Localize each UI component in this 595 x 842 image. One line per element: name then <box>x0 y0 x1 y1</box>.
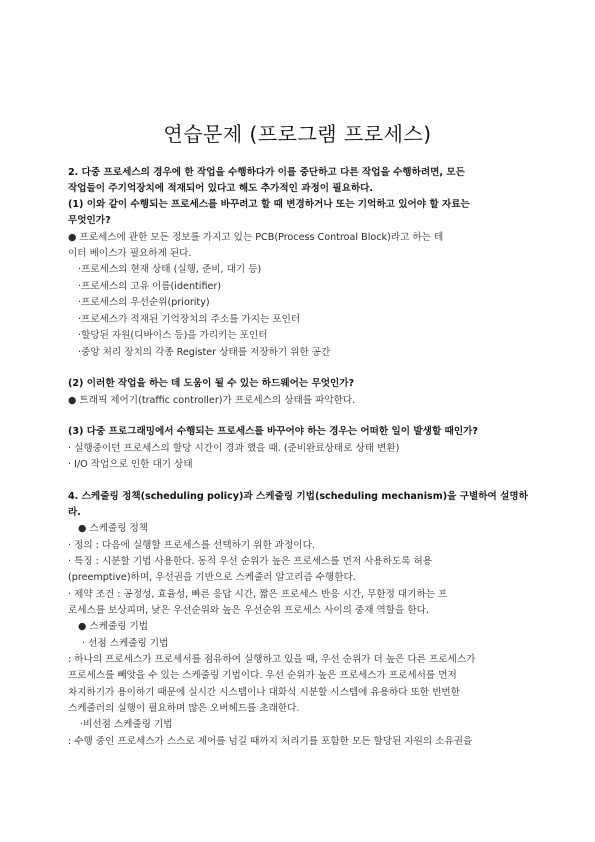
answer-1-pcb-cont: 이터 베이스가 필요하게 된다. <box>68 248 192 259</box>
question-4-text: 4. 스케줄링 정책(scheduling policy)과 스케줄링 기법(scheduling mechanism)을 구별하여 설명하 <box>68 491 528 502</box>
answer-2: ● 트래픽 제어기(traffic controller)가 프로세스의 상태를 파악한다. <box>68 395 356 406</box>
policy-definition: · 정의 : 다음에 실행할 프로세스를 선택하기 위한 과정이다. <box>68 540 315 551</box>
preemptive-desc: : 하나의 프로세스가 프로세서를 점유하여 실행하고 있을 때, 우선 순위가 더 높은 다른 프로세스가 <box>68 654 476 665</box>
page-title: 연습문제 (프로그램 프로세스) <box>163 122 432 146</box>
mechanism-heading: ● 스케줄링 기법 <box>78 621 149 632</box>
policy-features: · 특징 : 시분할 기법 사용한다. 동적 우선 순위가 높은 프로세스를 먼저 사용하도록 허용 <box>68 556 433 567</box>
subquestion-3: (3) 다중 프로그래밍에서 수행되는 프로세스를 바꾸어야 하는 경우는 어떠한 일이 발생할 때인가? <box>68 426 478 437</box>
subquestion-1-cont: 무엇인가? <box>68 215 111 226</box>
preemptive-desc-4: 스케줄러의 실행이 필요하며 많은 오버헤드를 초래한다. <box>68 703 300 714</box>
answer-1-pcb: ● 프로세스에 관한 모든 정보를 가지고 있는 PCB(Process Controal Block)라고 하는 테 <box>68 232 444 243</box>
policy-constraints: · 제약 조건 : 공정성, 효율성, 빠른 응답 시간, 짧은 프로세스 반응 시간, 무한정 대기하는 프 <box>68 589 448 600</box>
answer-3-item-2: · I/O 작업으로 인한 대기 상태 <box>68 459 193 470</box>
policy-constraints-cont: 로세스를 보상피며, 낮은 우선순위와 높은 우선순위 프로세스 사이의 중재 역할을 한다. <box>68 605 429 616</box>
preemptive-desc-3: 차지하기가 용이하기 때문에 실시간 시스템이나 대화식 시분할 시스템에 유용하다 또한 빈번한 <box>68 687 460 698</box>
pcb-item-register-space: ·중앙 처리 장치의 각종 Register 상태를 저장하기 위한 공간 <box>78 347 331 358</box>
pcb-item-priority: ·프로세스의 우선순위(priority) <box>78 297 210 308</box>
question-2-text-cont: 작업들이 주기억장치에 적재되어 있다고 해도 추가적인 과정이 필요하다. <box>68 183 374 194</box>
policy-heading: ● 스케줄링 정책 <box>78 523 149 534</box>
nonpreemptive-desc: : 수행 중인 프로세스가 스스로 제어를 넘길 때까지 처리기를 포함한 모든 할당된 자원의 소유권을 <box>68 736 473 747</box>
preemptive-desc-2: 프로세스를 빼앗을 수 있는 스케줄링 기법이다. 우선 순위가 높은 프로세스가 프로세서를 먼저 <box>68 670 457 681</box>
preemptive-heading: · 선점 스케줄링 기법 <box>82 638 169 649</box>
answer-3-item-1: · 실행중이던 프로세스의 할당 시간이 경과 했을 때. (준비완료상태로 상태 변환) <box>68 443 400 454</box>
pcb-item-identifier: ·프로세스의 고유 이름(identifier) <box>78 281 222 292</box>
pcb-item-resource-pointer: ·할당된 자원(디바이스 등)을 가리키는 포인터 <box>78 330 268 341</box>
pcb-item-memory-pointer: ·프로세스가 적재된 기억장치의 주소를 가지는 포인터 <box>78 314 301 325</box>
pcb-item-state: ·프로세스의 현재 상태 (실행, 준비, 대기 등) <box>78 264 262 275</box>
question-4-text-cont: 라. <box>68 507 81 518</box>
nonpreemptive-heading: ·비선점 스케줄링 기법 <box>80 719 173 730</box>
policy-features-cont: (preemptive)하며, 우선권을 기반으로 스케줄러 알고리즘 수행한다. <box>68 572 356 583</box>
subquestion-1: (1) 이와 같이 수행되는 프로세스를 바꾸려고 할 때 변경하거나 또는 기억하고 있어야 할 자료는 <box>68 199 470 210</box>
subquestion-2: (2) 이러한 작업을 하는 데 도움이 될 수 있는 하드웨어는 무엇인가? <box>68 378 355 389</box>
question-2-text: 2. 다중 프로세스의 경우에 한 작업을 수행하다가 이를 중단하고 다른 작업을 수행하려면, 모든 <box>68 167 465 178</box>
